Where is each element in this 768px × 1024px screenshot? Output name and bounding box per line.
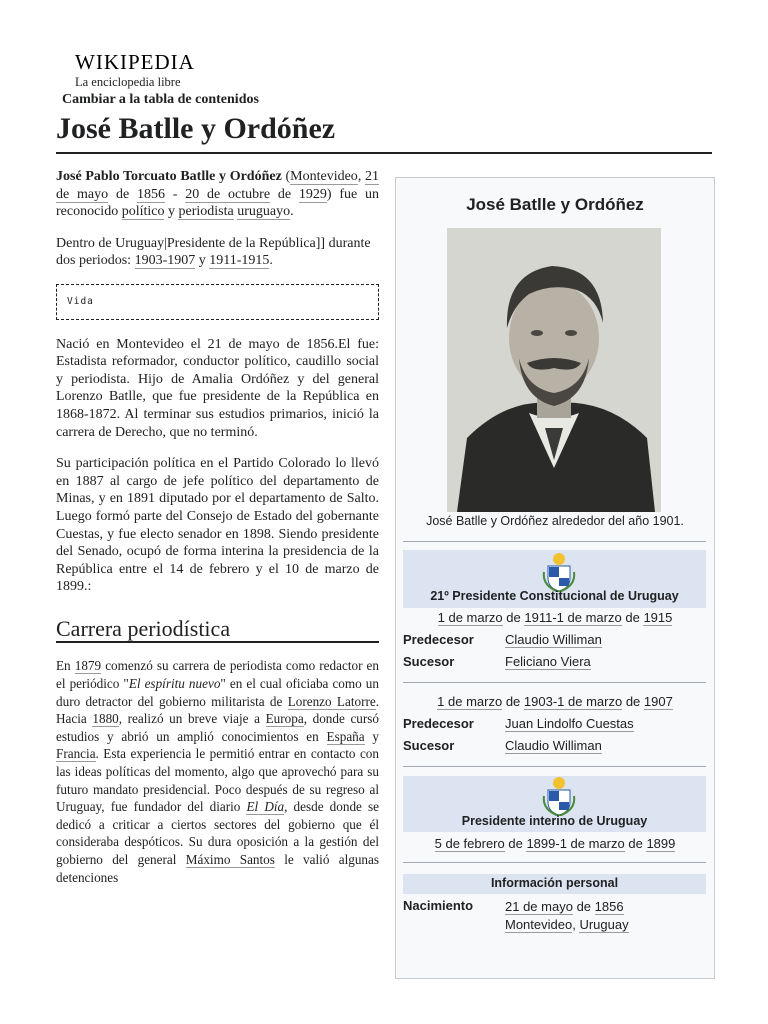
wikipedia-wordmark: WIKIPEDIA [75, 50, 195, 74]
link-birth-country[interactable]: Uruguay [579, 916, 629, 932]
office-band-interim [403, 776, 706, 832]
link-politico[interactable]: político [121, 204, 165, 220]
term-1899 [396, 836, 714, 851]
text-de: de [625, 694, 641, 709]
infobox-separator [403, 862, 706, 863]
link-term-mid[interactable]: 1899-1 de marzo [526, 836, 625, 851]
intro-paragraph: José Pablo Torcuato Batlle y Ordóñez (Montevideo, 21 de mayo de 1856 - 20 de octubre de 1929) fue un reconocido político y periodista uruguayo. [56, 169, 380, 220]
page-title: José Batlle y Ordóñez [56, 112, 712, 154]
link-successor[interactable]: Feliciano Viera [505, 654, 591, 669]
career-text: " en el cual oficiaba como un duro detractor del gobierno militarista de [56, 676, 379, 709]
office-band-constitutional [403, 550, 706, 608]
text-de: de [508, 836, 523, 851]
label-successor: Sucesor [403, 738, 455, 753]
intro-text: fue un reconocido [56, 186, 380, 220]
label-successor: Sucesor [403, 654, 455, 669]
career-text: comenzó su carrera de periodista como redactor en el periódico " [56, 658, 379, 692]
birth-value [505, 898, 629, 933]
career-text: , donde cursó estudios y abrió un amplió conocimientos en [56, 711, 380, 744]
uruguay-coat-of-arms-icon [542, 552, 576, 592]
link-death-year[interactable]: 1929 [298, 186, 327, 202]
link-maximo-santos[interactable]: Máximo Santos [185, 852, 275, 867]
career-text: , desde donde se dedicó a criticar a ciertos sectores del gobierno que él consideraba despóticos. Su dura oposición a la gestión del gobierno del general [56, 799, 379, 867]
text-de: de [625, 610, 640, 625]
infobox-separator [403, 682, 706, 683]
link-birth-city[interactable]: Montevideo [505, 916, 573, 932]
portrait-photo[interactable] [447, 228, 661, 512]
link-predecessor[interactable]: Juan Lindolfo Cuestas [505, 716, 634, 731]
link-montevideo[interactable]: Montevideo [290, 169, 358, 184]
text-de: de [576, 899, 592, 914]
career-paragraph [56, 657, 379, 886]
link-lorenzo-latorre[interactable]: Lorenzo Latorre [287, 693, 376, 709]
link-francia[interactable]: Francia [56, 746, 96, 762]
link-successor[interactable]: Claudio Williman [505, 738, 602, 753]
article-body [56, 168, 379, 900]
subject-name: José Pablo Torcuato Batlle y Ordóñez [56, 169, 282, 184]
link-birth-year[interactable]: 1856 [136, 186, 165, 202]
text-de: de [506, 610, 521, 625]
link-birth-year[interactable]: 1856 [594, 899, 624, 914]
link-1879[interactable]: 1879 [74, 658, 102, 674]
uruguay-coat-of-arms-icon [542, 776, 576, 816]
portrait-caption: José Batlle y Ordóñez alrededor del año 1901. [426, 514, 684, 528]
infobox-title: José Batlle y Ordóñez [466, 195, 644, 214]
link-birth-date[interactable]: 21 de mayo [56, 169, 379, 202]
vida-box: Vida [56, 284, 379, 320]
section-heading-career: Carrera periodística [56, 620, 379, 644]
presidency-text: Dentro de Uruguay|Presidente de la República]] durante dos periodos: [56, 235, 371, 269]
link-term-end[interactable]: 1907 [643, 694, 673, 709]
label-predecessor: Predecesor [403, 716, 474, 731]
link-uruguayo[interactable]: uruguayo [237, 204, 291, 220]
career-text: . Esta experiencia le permitió entrar en contacto con las ideas políticas del momento, algo que aprovechó para su futuro mandato presidencial. Poco después de su regreso al Uruguay, fue fundador del diario [56, 746, 379, 815]
link-term-mid[interactable]: 1903-1 de marzo [523, 694, 623, 709]
link-term-mid[interactable]: 1911-1 de marzo [524, 610, 622, 625]
toc-toggle-link[interactable]: Cambiar a la tabla de contenidos [62, 92, 259, 107]
text-de: de [277, 186, 292, 202]
office-title-constitutional: 21º Presidente Constitucional de Uruguay [430, 589, 679, 603]
link-term-end[interactable]: 1915 [643, 610, 673, 625]
term-1911-1915 [396, 610, 714, 625]
link-birth-date[interactable]: 21 de mayo [505, 899, 573, 914]
link-1880[interactable]: 1880 [92, 711, 119, 727]
career-text: , realizó un breve viaje a [118, 711, 260, 727]
career-text: le valió algunas detenciones [56, 852, 380, 885]
link-death-date[interactable]: 20 de octubre [185, 186, 271, 202]
career-text: y [372, 728, 380, 744]
text-de: de [628, 836, 643, 851]
link-periodista[interactable]: periodista [178, 204, 234, 220]
politics-paragraph: Su participación política en el Partido Colorado lo llevó en 1887 al cargo de jefe político del departamento de Minas, y en 1891 diputado por el departamento de Salto. Luego formó parte del Consejo de Estado del gobernante Cuestas, y fue electo senador en 1898. Siendo presidente del Senado, ocupó de forma interina la presidencia de la República entre el 14 de febrero y el 10 de marzo de 1899.: [56, 456, 379, 595]
link-term-end[interactable]: 1899 [646, 836, 676, 851]
career-text: . Hacia [56, 693, 380, 727]
link-term-1903[interactable]: 1903-1907 [134, 253, 196, 269]
row-birth [403, 898, 706, 938]
link-el-dia[interactable]: El Día [246, 799, 285, 815]
link-term-1911[interactable]: 1911-1915 [209, 253, 270, 269]
link-term-start[interactable]: 1 de marzo [437, 694, 503, 709]
label-birth: Nacimiento [403, 898, 474, 913]
link-europa[interactable]: Europa [265, 711, 304, 727]
personal-info-band [403, 874, 706, 894]
personal-info-title: Información personal [490, 876, 619, 890]
infobox-separator [403, 541, 706, 542]
label-predecessor: Predecesor [403, 632, 474, 647]
office-title-interim: Presidente interino de Uruguay [461, 814, 648, 828]
paper-el-espiritu-nuevo: El espíritu nuevo [128, 676, 221, 692]
infobox-separator [403, 766, 706, 767]
text-y: y [167, 204, 175, 220]
text-de: de [505, 694, 521, 709]
text-de: de [115, 186, 130, 202]
wikipedia-logo[interactable] [75, 50, 195, 90]
presidency-paragraph: Dentro de Uruguay|Presidente de la República]] durante dos periodos: 1903-1907 y 1911-1915. [56, 235, 371, 269]
link-predecessor[interactable]: Claudio Williman [505, 632, 602, 647]
link-espana[interactable]: España [326, 728, 365, 744]
link-term-start[interactable]: 1 de marzo [437, 610, 503, 625]
term-1903-1907 [396, 694, 714, 709]
portrait-illustration [447, 228, 661, 512]
link-term-start[interactable]: 5 de febrero [434, 836, 505, 851]
text-y: y [198, 253, 206, 269]
career-text: En [56, 658, 71, 674]
birth-paragraph: Nació en Montevideo el 21 de mayo de 1856.El fue: Estadista reformador, conductor político, caudillo social y periodista. Hijo de Amalia Ordóñez y del general Lorenzo Batlle, que fue presidente de la República en 1868-1872. Al terminar sus estudios primarios, inició la carrera de Derecho, que no terminó. [56, 336, 379, 440]
infobox [395, 177, 715, 979]
text-comma: , [572, 916, 576, 932]
wikipedia-tagline: La enciclopedia libre [75, 75, 181, 89]
